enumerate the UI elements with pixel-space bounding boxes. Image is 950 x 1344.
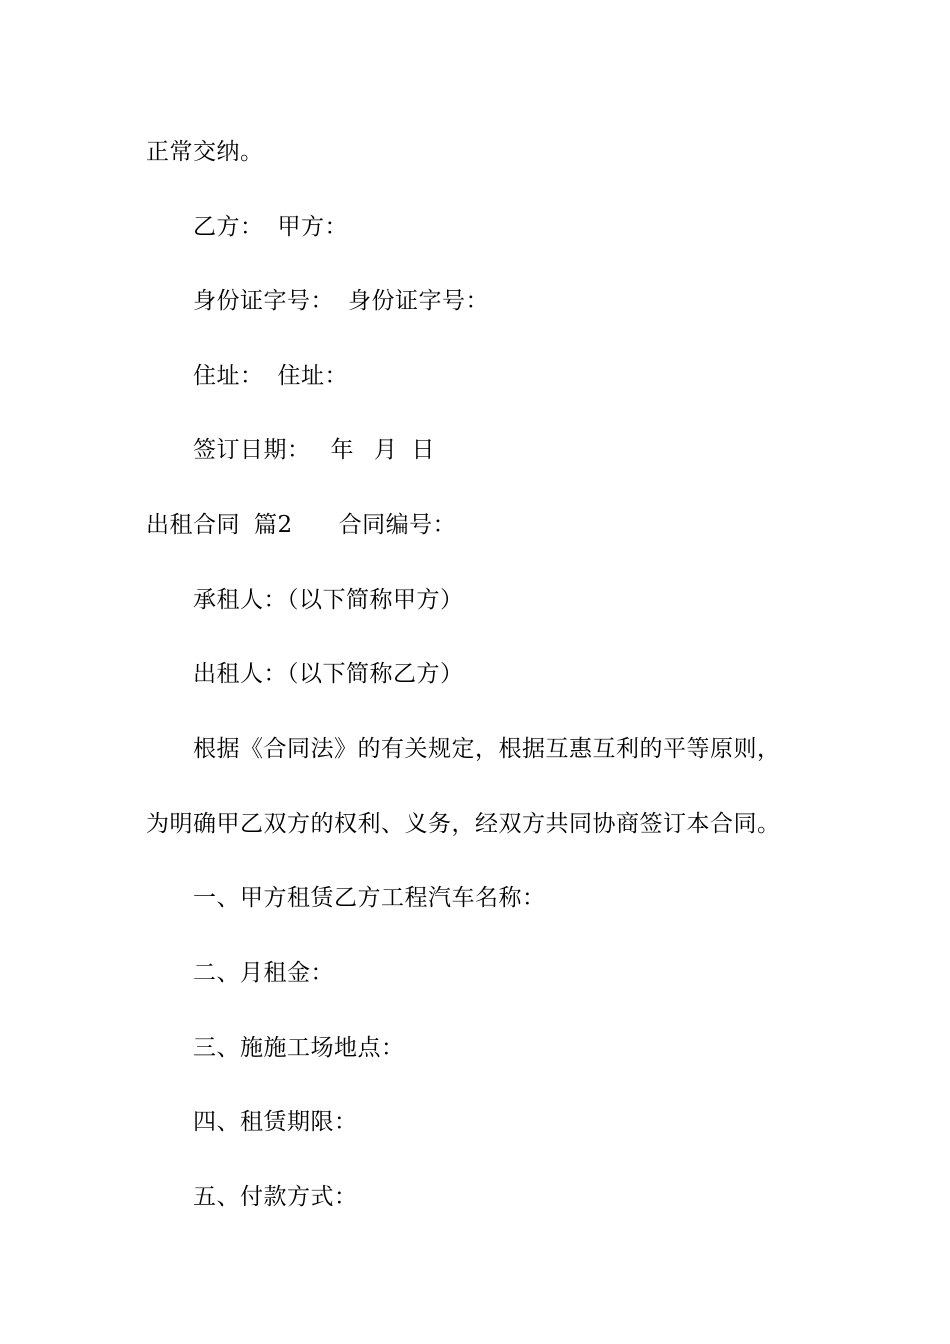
lessee-text: 承租人：（以下简称甲方）	[193, 587, 464, 613]
clause-text: 二、月租金：	[193, 960, 334, 986]
day-label: 日	[411, 437, 435, 463]
address-row	[193, 361, 348, 391]
paragraph-text: 为明确甲乙双方的权利、义务，经双方共同协商签订本合同。	[146, 811, 781, 837]
year-label: 年	[330, 437, 354, 463]
clause-1	[193, 883, 546, 913]
signature-party-row	[193, 212, 348, 242]
party-a-id-label: 身份证字号：	[348, 288, 489, 314]
id-number-row	[193, 286, 489, 316]
party-b-id-label: 身份证字号：	[193, 288, 334, 314]
preamble-line-1	[193, 734, 781, 764]
lessor-text: 出租人：（以下简称乙方）	[193, 661, 464, 687]
paragraph-text: 根据《合同法》的有关规定，根据互惠互利的平等原则，	[193, 736, 781, 762]
sign-date-row	[193, 435, 435, 465]
clause-4	[193, 1107, 358, 1137]
lessor-row	[193, 659, 464, 689]
clause-3	[193, 1033, 405, 1063]
month-label: 月	[374, 437, 398, 463]
text-line	[146, 137, 264, 167]
section-title: 出租合同	[146, 512, 240, 538]
lessee-row	[193, 585, 464, 615]
section-number: 篇2	[254, 512, 293, 538]
party-b-address-label: 住址：	[193, 363, 264, 389]
party-b-label: 乙方：	[193, 214, 264, 240]
party-a-label: 甲方：	[277, 214, 348, 240]
section-heading-row	[146, 510, 456, 540]
clause-5	[193, 1182, 358, 1212]
clause-2	[193, 958, 334, 988]
contract-number-label: 合同编号：	[338, 512, 457, 538]
paragraph-text: 正常交纳。	[146, 139, 264, 165]
clause-text: 一、甲方租赁乙方工程汽车名称：	[193, 885, 546, 911]
clause-text: 四、租赁期限：	[193, 1109, 358, 1135]
preamble-line-2	[146, 809, 781, 839]
sign-date-label: 签订日期：	[193, 437, 311, 463]
clause-text: 三、施施工场地点：	[193, 1035, 405, 1061]
clause-text: 五、付款方式：	[193, 1184, 358, 1210]
party-a-address-label: 住址：	[277, 363, 348, 389]
